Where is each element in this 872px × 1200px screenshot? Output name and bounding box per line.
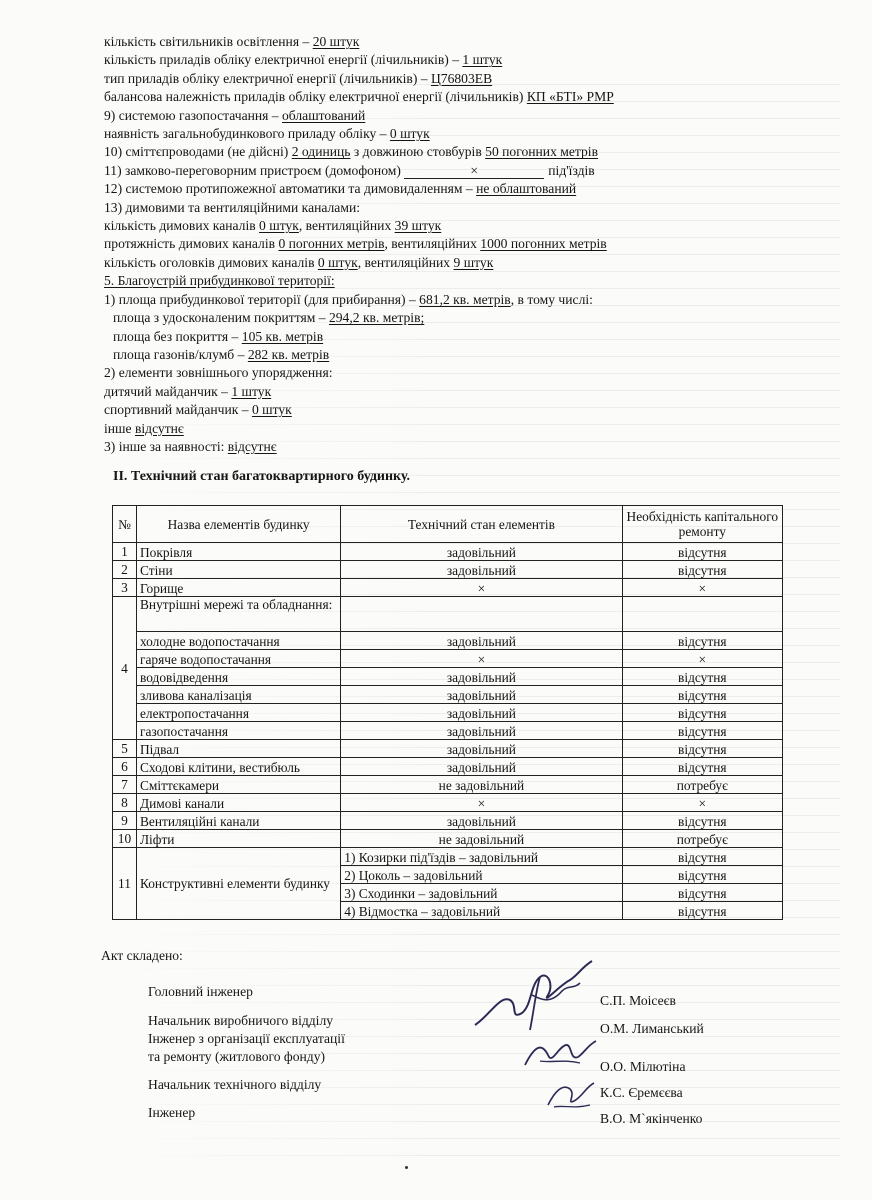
- text-line: кількість світильників освітлення – 20 штук: [104, 34, 360, 49]
- text-line: 1) площа прибудинкової території (для прибирання) – 681,2 кв. метрів, в тому числі:: [104, 291, 593, 307]
- header-state: Технічний стан елементів: [341, 506, 622, 543]
- row-num: 11: [113, 848, 137, 920]
- row-name: Димові канали: [136, 794, 340, 812]
- row-need: ×: [622, 794, 782, 812]
- signature-2-graphic: [520, 1035, 600, 1075]
- group-title: Внутрішні мережі та обладнання:: [136, 597, 340, 632]
- row-need: відсутня: [622, 543, 782, 561]
- role-production-head: Начальник виробничого відділу: [148, 1013, 334, 1028]
- row-name: Вентиляційні канали: [136, 812, 340, 830]
- table-row: [113, 686, 783, 704]
- text-line: кількість димових каналів 0 штук, вентиляційних 39 штук: [104, 218, 442, 234]
- row-state: задовільний: [341, 668, 622, 686]
- role-technical-head: Начальник технічного відділу: [148, 1077, 322, 1092]
- row-state: задовільний: [341, 740, 622, 758]
- table-row: [113, 776, 783, 794]
- row-name: зливова каналізація: [136, 686, 340, 704]
- row-num: 3: [113, 579, 137, 597]
- row-num: 4: [113, 597, 137, 740]
- text-line: дитячий майданчик – 1 штук: [104, 383, 272, 399]
- row-need: відсутня: [622, 902, 782, 920]
- row-name: Ліфти: [136, 830, 340, 848]
- text-line: тип приладів обліку електричної енергії (лічильників) – Ц76803ЕВ: [104, 70, 493, 86]
- table-row: [113, 758, 783, 776]
- row-num: 6: [113, 758, 137, 776]
- table-row: [113, 632, 783, 650]
- text-line: наявність загальнобудинкового приладу обліку – 0 штук: [104, 126, 430, 142]
- row-name: гаряче водопостачання: [136, 650, 340, 668]
- table-row: [113, 704, 783, 722]
- signature-1-graphic: [470, 955, 600, 1035]
- row-need: відсутня: [622, 704, 782, 722]
- row-name: електропостачання: [136, 704, 340, 722]
- row-need: відсутня: [622, 722, 782, 740]
- row-state: ×: [341, 794, 622, 812]
- act-compiled-label: Акт складено:: [101, 948, 183, 963]
- table-row: [113, 561, 783, 579]
- table-row: [113, 668, 783, 686]
- row-state: ×: [341, 650, 622, 668]
- text-line: протяжність димових каналів 0 погонних метрів, вентиляційних 1000 погонних метрів: [104, 236, 607, 252]
- row-state: ×: [341, 579, 622, 597]
- row-num: 9: [113, 812, 137, 830]
- table-row: [113, 830, 783, 848]
- text-line: площа газонів/клумб – 282 кв. метрів: [113, 346, 330, 362]
- table-row: [113, 650, 783, 668]
- row-num: 2: [113, 561, 137, 579]
- row-state: задовільний: [341, 812, 622, 830]
- row-state: 3) Сходинки – задовільний: [341, 884, 622, 902]
- row-name: водовідведення: [136, 668, 340, 686]
- text-line: спортивний майданчик – 0 штук: [104, 402, 292, 418]
- text-line: 10) сміттєпроводами (не дійсні) 2 одиниць з довжиною стовбурів 50 погонних метрів: [104, 144, 598, 160]
- row-name: газопостачання: [136, 722, 340, 740]
- row-need: ×: [622, 579, 782, 597]
- row-num: 8: [113, 794, 137, 812]
- table-row-group11: [113, 848, 783, 866]
- row-state: 4) Відмостка – задовільний: [341, 902, 622, 920]
- row-need: ×: [622, 650, 782, 668]
- row-name: холодне водопостачання: [136, 632, 340, 650]
- row-state: задовільний: [341, 543, 622, 561]
- table-row: [113, 722, 783, 740]
- row-state: 1) Козирки під'їздів – задовільний: [341, 848, 622, 866]
- row-name: Підвал: [136, 740, 340, 758]
- row-state: задовільний: [341, 632, 622, 650]
- text-line: площа з удосконаленим покриттям – 294,2 кв. метрів;: [113, 310, 425, 326]
- row-state: задовільний: [341, 758, 622, 776]
- header-need: Необхідність капітального ремонту: [622, 506, 782, 543]
- row-need: відсутня: [622, 812, 782, 830]
- name-lymanskyi: О.М. Лиманський: [600, 1021, 704, 1036]
- domophone-line: 11) замково-переговорним пристроєм (домофоном) × під'їздів: [104, 162, 595, 178]
- header-num: №: [113, 506, 137, 543]
- table-row-group4: [113, 597, 783, 632]
- text-line: площа без покриття – 105 кв. метрів: [113, 328, 324, 344]
- table-row: [113, 579, 783, 597]
- role-operation-engineer: Інженер з організації експлуатації: [148, 1031, 345, 1046]
- text-line: 3) інше за наявності: відсутнє: [104, 438, 277, 454]
- signature-3-graphic: [540, 1075, 600, 1115]
- row-need: відсутня: [622, 686, 782, 704]
- role-chief-engineer: Головний інженер: [148, 984, 253, 999]
- row-name: Сходові клітини, вестибюль: [136, 758, 340, 776]
- row-state: не задовільний: [341, 776, 622, 794]
- row-need: відсутня: [622, 561, 782, 579]
- name-miliutina: О.О. Мілютіна: [600, 1059, 686, 1074]
- role-engineer: Інженер: [148, 1105, 196, 1120]
- row-name: Горище: [136, 579, 340, 597]
- text-line: кількість оголовків димових каналів 0 штук, вентиляційних 9 штук: [104, 254, 494, 270]
- row-state: задовільний: [341, 722, 622, 740]
- row-need: відсутня: [622, 758, 782, 776]
- row-state: не задовільний: [341, 830, 622, 848]
- row-need: відсутня: [622, 884, 782, 902]
- row-state: задовільний: [341, 686, 622, 704]
- row-need: потребує: [622, 830, 782, 848]
- document-lines: [104, 33, 824, 456]
- text-line: кількість приладів обліку електричної енергії (лічильників) – 1 штук: [104, 52, 503, 68]
- row-state: 2) Цоколь – задовільний: [341, 866, 622, 884]
- name-moiseev: С.П. Моісеєв: [600, 993, 676, 1008]
- row-state: задовільний: [341, 704, 622, 722]
- text-line: 13) димовими та вентиляційними каналами:: [104, 199, 360, 215]
- row-need: потребує: [622, 776, 782, 794]
- role-housing-repair: та ремонту (житлового фонду): [148, 1049, 326, 1064]
- row-name: Стіни: [136, 561, 340, 579]
- name-yeremeieva: К.С. Єремєєва: [600, 1085, 683, 1100]
- page-dot: [405, 1166, 408, 1169]
- table-row: [113, 543, 783, 561]
- row-need: відсутня: [622, 668, 782, 686]
- text-line: 9) системою газопостачання – облаштований: [104, 107, 366, 123]
- row-need: відсутня: [622, 848, 782, 866]
- row-num: 7: [113, 776, 137, 794]
- technical-state-table: [112, 505, 783, 920]
- text-line: 2) елементи зовнішнього упорядження:: [104, 365, 333, 381]
- name-miakinchenko: В.О. М`якінченко: [600, 1111, 703, 1126]
- row-need: відсутня: [622, 740, 782, 758]
- header-name: Назва елементів будинку: [136, 506, 340, 543]
- row-need: відсутня: [622, 632, 782, 650]
- section5-title: 5. Благоустрій прибудинкової території:: [104, 273, 335, 289]
- row-need: відсутня: [622, 866, 782, 884]
- group-title: Конструктивні елементи будинку: [136, 848, 340, 920]
- table-row: [113, 794, 783, 812]
- text-line: інше відсутнє: [104, 420, 184, 436]
- section2-title: ІІ. Технічний стан багатоквартирного будинку.: [113, 469, 411, 484]
- table-row: [113, 740, 783, 758]
- table-row: [113, 812, 783, 830]
- row-num: 10: [113, 830, 137, 848]
- text-line: балансова належність приладів обліку електричної енергії (лічильників) КП «БТІ» РМР: [104, 89, 614, 105]
- row-state: задовільний: [341, 561, 622, 579]
- row-num: 1: [113, 543, 137, 561]
- row-name: Покрівля: [136, 543, 340, 561]
- row-num: 5: [113, 740, 137, 758]
- text-line: 12) системою протипожежної автоматики та димовидаленням – не облаштований: [104, 181, 577, 197]
- row-name: Сміттєкамери: [136, 776, 340, 794]
